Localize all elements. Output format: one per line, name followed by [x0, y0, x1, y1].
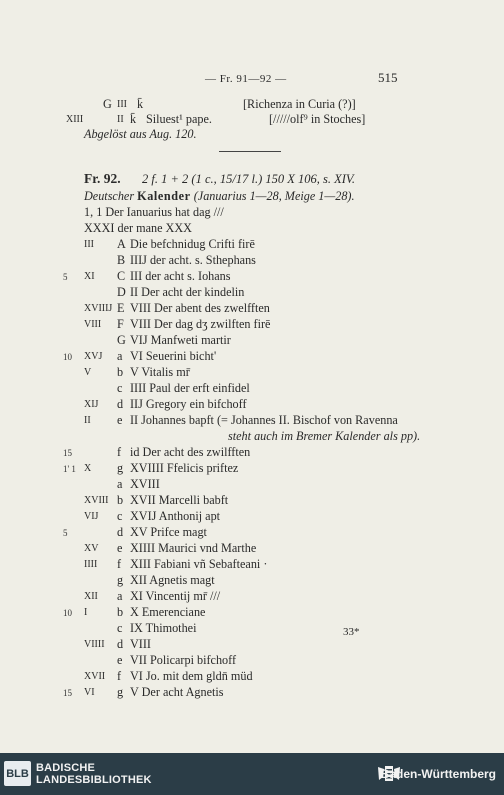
calendar-entry: XVIIII Ffelicis priftez — [130, 461, 239, 475]
calendar-entry: X Emerenciane — [130, 605, 206, 619]
dominical-letter: A — [117, 237, 126, 251]
calendar-entry: VII Policarpi bifchoff — [130, 653, 237, 667]
dominical-letter: f — [117, 445, 122, 459]
dominical-letter: g — [117, 685, 124, 699]
state-name[interactable]: Baden-Württemberg — [380, 767, 496, 781]
dominical-letter: F — [117, 317, 124, 331]
calendar-entry: V Vitalis mr̄ — [130, 365, 190, 379]
prev-col-c2: k̄ — [130, 112, 137, 126]
prev-right-1: [Richenza in Curia (?)] — [243, 97, 356, 111]
calendar-entry: IIJ Gregory ein bifchoff — [130, 397, 247, 411]
calendar-entry: IX Thimothei — [130, 621, 197, 635]
prev-text-2: Siluest¹ pape. — [146, 112, 212, 126]
calendar-entry: XIII Fabiani vñ Sebafteani · — [130, 557, 268, 571]
dominical-letter: e — [117, 413, 123, 427]
golden-number: XVIIIJ — [84, 303, 113, 314]
dominical-letter: d — [117, 525, 124, 539]
golden-number: VI — [84, 687, 95, 698]
calendar-entry: II Der acht der kindelin — [130, 285, 245, 299]
library-name-line2: LANDESBIBLIOTHEK — [36, 774, 152, 786]
calendar-entry: VI Jo. mit dem gldn̄ müd — [130, 669, 253, 683]
fragment-line-a: 1, 1 Der Ianuarius hat dag /// — [84, 205, 224, 219]
line-number: 5 — [63, 272, 68, 282]
dominical-letter: d — [117, 637, 124, 651]
calendar-entry: XI Vincentij mr̄ /// — [130, 589, 221, 603]
calendar-entry: XIIII Maurici vnd Marthe — [130, 541, 257, 555]
blb-logo[interactable]: BLB — [4, 761, 31, 786]
prev-col-b: III — [117, 99, 127, 110]
fragment-line-b: XXXI der mane XXX — [84, 221, 192, 235]
dominical-letter: g — [117, 573, 124, 587]
line-number: 5 — [63, 528, 68, 538]
calendar-entry: VI Seuerini bicht' — [130, 349, 217, 363]
subtitle-deutscher: Deutscher — [84, 189, 135, 203]
line-number: 10 — [63, 352, 72, 362]
dominical-letter: D — [117, 285, 126, 299]
golden-number: VIII — [84, 319, 102, 330]
calendar-entry: VIJ Manfweti martir — [130, 333, 231, 347]
signature-mark: 33* — [343, 626, 360, 638]
dominical-letter: b — [117, 365, 124, 379]
golden-number: III — [84, 239, 94, 250]
calendar-entry: XVII Marcelli babft — [130, 493, 229, 507]
library-name — [36, 762, 152, 786]
golden-number: XII — [84, 591, 98, 602]
fragment-number: Fr. 92. — [84, 171, 121, 186]
golden-number: XIJ — [84, 399, 99, 410]
calendar-entry: Die befchnidug Crifti firē — [130, 237, 255, 251]
calendar-entry: IIII Paul der erft einfidel — [130, 381, 250, 395]
footer-bar — [0, 753, 504, 795]
subtitle-kalender: Kalender — [137, 189, 191, 203]
calendar-entry: III der acht s. Iohans — [130, 269, 231, 283]
dominical-letter: G — [117, 333, 126, 347]
calendar-entry: XII Agnetis magt — [130, 573, 215, 587]
calendar-entry: V Der acht Agnetis — [130, 685, 224, 699]
golden-number: XI — [84, 271, 95, 282]
dominical-letter: c — [117, 509, 123, 523]
dominical-letter: a — [117, 477, 123, 491]
line-number: 15 — [63, 688, 72, 698]
dominical-letter: f — [117, 557, 122, 571]
calendar-entry: VIII Der dag dʒ zwilften firē — [130, 317, 271, 331]
golden-number: IIII — [84, 559, 98, 570]
library-name-line1: BADISCHE — [36, 762, 96, 774]
fragment-subtitle — [84, 189, 355, 203]
prev-col-a2: XIII — [66, 114, 84, 125]
calendar-entry: VIII — [130, 637, 151, 651]
line-number: 1' 1 — [63, 464, 76, 474]
running-header: — Fr. 91—92 — — [205, 73, 287, 85]
line-number: 10 — [63, 608, 72, 618]
dominical-letter: a — [117, 589, 123, 603]
section-divider — [219, 151, 281, 152]
golden-number: I — [84, 607, 88, 618]
dominical-letter: c — [117, 381, 123, 395]
dominical-letter: e — [117, 653, 123, 667]
dominical-letter: a — [117, 349, 123, 363]
dominical-letter: C — [117, 269, 126, 283]
prev-note: Abgelöst aus Aug. 120. — [84, 127, 197, 141]
calendar-entry: id Der acht des zwilfften — [130, 445, 251, 459]
prev-col-b2: II — [117, 114, 124, 125]
fragment-title — [84, 172, 121, 186]
calendar-entry: steht auch im Bremer Kalender als pp). — [228, 429, 421, 443]
calendar-entry: VIII Der abent des zwelfften — [130, 301, 270, 315]
prev-col-c: k̄ — [137, 97, 144, 111]
dominical-letter: c — [117, 621, 123, 635]
golden-number: XVII — [84, 671, 106, 682]
calendar-entry: XVIJ Anthonij apt — [130, 509, 221, 523]
golden-number: XVIII — [84, 495, 109, 506]
line-number: 15 — [63, 448, 72, 458]
fragment-meta: 2 f. 1 + 2 (1 c., 15/17 l.) 150 X 106, s. XIV. — [142, 172, 356, 186]
golden-number: X — [84, 463, 92, 474]
dominical-letter: f — [117, 669, 122, 683]
golden-number: II — [84, 415, 91, 426]
dominical-letter: b — [117, 605, 124, 619]
dominical-letter: B — [117, 253, 126, 267]
calendar-entry: XV Prifce magt — [130, 525, 207, 539]
prev-right-2: [/////olf⁹ in Stoches] — [269, 112, 366, 126]
dominical-letter: e — [117, 541, 123, 555]
page-number: 515 — [378, 70, 398, 85]
golden-number: XVJ — [84, 351, 103, 362]
calendar-entry: IIIJ der acht. s. Sthephans — [130, 253, 256, 267]
calendar-entry: II Johannes bapft (= Johannes II. Bischof von Ravenna — [130, 413, 398, 427]
golden-number: VIIII — [84, 639, 105, 650]
golden-number: XV — [84, 543, 99, 554]
golden-number: V — [84, 367, 92, 378]
dominical-letter: E — [117, 301, 125, 315]
dominical-letter: g — [117, 461, 124, 475]
prev-col-a: G — [103, 97, 112, 111]
calendar-entry: XVIII — [130, 477, 160, 491]
golden-number: VIJ — [84, 511, 99, 522]
dominical-letter: b — [117, 493, 124, 507]
subtitle-range: (Januarius 1—28, Meige 1—28). — [193, 189, 355, 203]
dominical-letter: d — [117, 397, 124, 411]
